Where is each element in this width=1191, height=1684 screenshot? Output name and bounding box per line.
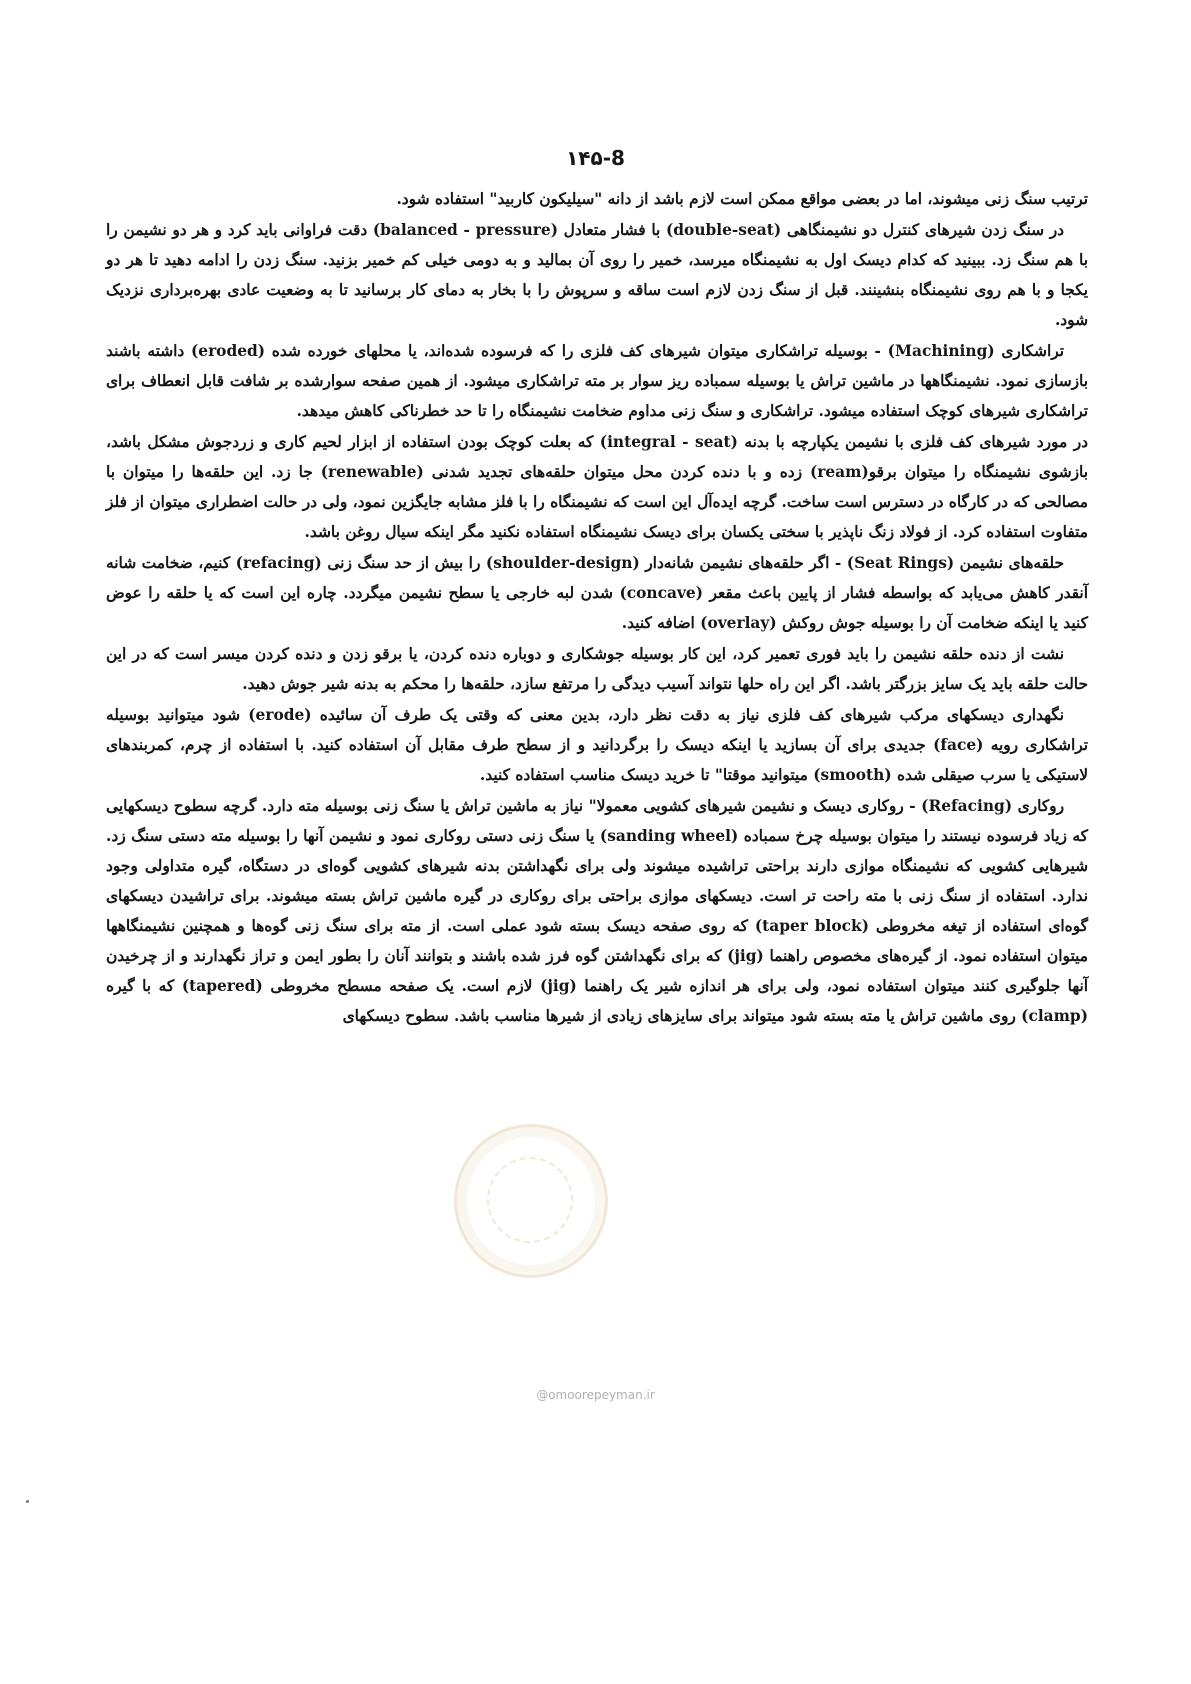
watermark-url: @omoorepeyman.ir <box>536 1388 655 1402</box>
paragraph-2: در سنگ زدن شیرهای کنترل دو نشیمنگاهی (double-seat) با فشار متعادل (balanced - pressure) دقت فراوانی باید کرد و هر دو نشیمن را با هم سنگ زد. ببینید که کدام دیسک اول به نشیمنگاه میرسد، خمیر را روی آن بمالید و به دومی خیلی کم خمیر بزنید. سنگ زدن را ادامه دهید تا هر دو یکجا و با هم روی نشیمنگاه بنشینند. قبل از سنگ زدن لازم است ساقه و سرپوش را با بخار به دمای کار برسانید تا به وضعیت عادی بهره‌برداری نزدیک شود. <box>106 221 1088 329</box>
paragraph-7: نگهداری دیسکهای مرکب شیرهای کف فلزی نیاز به دقت نظر دارد، بدین معنی که وقتی یک طرف آن سائیده (erode) شود میتوانید بوسیله تراشکاری رویه (face) جدیدی برای آن بسازید یا اینکه دیسک را برگردانید و از سطح طرف مقابل آن استفاده کنید. با استفاده از چرم، کمربندهای لاستیکی یا سرب صیقلی شده (smooth) میتوانید موقتا" تا خرید دیسک مناسب استفاده کنید. <box>106 706 1088 784</box>
scan-speck <box>26 1500 29 1503</box>
document-body <box>106 184 1088 1032</box>
paragraph-8: روکاری (Refacing) - روکاری دیسک و نشیمن شیرهای کشویی معمولا" نیاز به ماشین تراش یا سنگ زنی بوسیله مته دارد. گرچه سطوح دیسکهایی که زیاد فرسوده نیستند را میتوان بوسیله چرخ سمباده (sanding wheel) یا سنگ زنی دستی روکاری نمود و نشیمن آنها را بوسیله مته دستی سنگ زد. شیرهایی کشویی که نشیمنگاه موازی دارند براحتی تراشیده میشوند ولی برای نگهداشتن بدنه شیرهای کشویی گوه‌ای در دستگاه، گیره متداولی وجود ندارد. استفاده از سنگ زنی با مته راحت تر است. دیسکهای موازی براحتی برای روکاری در گیره ماشین تراش بسته میشوند. برای تراشیدن دیسکهای گوه‌ای استفاده از تیغه مخروطی (taper block) که روی صفحه دیسک بسته شود عملی است. از مته برای سنگ زنی گوه‌ها و همچنین نشیمنگاهها میتوان استفاده نمود. از گیره‌های مخصوص راهنما (jig) که برای نگهداشتن گوه فرز شده باشند و بتوانند آنان را بطور ایمن و تراز نگهدارند و از چرخیدن آنها جلوگیری کنند میتوان استفاده نمود، ولی برای هر اندازه شیر یک راهنما (jig) لازم است. یک صفحه مسطح مخروطی (tapered) که با گیره (clamp) روی ماشین تراش یا مته بسته شود میتواند برای سایزهای زیادی از شیرها مناسب باشد. سطوح دیسکهای <box>106 797 1089 1025</box>
paragraph-5: حلقه‌های نشیمن (Seat Rings) - اگر حلقه‌های نشیمن شانه‌دار (shoulder-design) را بیش از حد سنگ زنی (refacing) کنیم، ضخامت شانه آنقدر کاهش می‌یابد که بواسطه فشار از پایین باعث مقعر (concave) شدن لبه خارجی یا سطح نشیمن میگردد. چاره این است که یا حلقه را عوض کنید یا اینکه ضخامت آن را بوسیله جوش روکش (overlay) اضافه کنید. <box>106 554 1088 632</box>
watermark-seal-logo <box>454 1124 608 1278</box>
page-number: ۱۴۵-8 <box>566 146 625 170</box>
paragraph-1: ترتیب سنگ زنی میشوند، اما در بعضی مواقع ممکن است لازم باشد از دانه "سیلیکون کاربید" استفاده شود. <box>396 190 1088 208</box>
paragraph-6: نشت از دنده حلقه نشیمن را باید فوری تعمیر کرد، این کار بوسیله جوشکاری و دوباره دنده کردن، یا برقو زدن و دنده کردن میسر است که در این حالت حلقه باید یک سایز بزرگتر باشد. اگر این راه حلها نتواند آسیب دیدگی را مرتفع سازد، حلقه‌ها را محکم به بدنه شیر جوش دهید. <box>106 645 1088 693</box>
paragraph-3: تراشکاری (Machining) - بوسیله تراشکاری میتوان شیرهای کف فلزی را که فرسوده شده‌اند، یا محلهای خورده شده (eroded) داشته باشند بازسازی نمود. نشیمنگاهها در ماشین تراش یا بوسیله سمباده ریز سوار بر مته تراشکاری میشود. از همین صفحه سوارشده بر شافت قابل انعطاف برای تراشکاری شیرهای کوچک استفاده میشود. تراشکاری و سنگ زنی مداوم ضخامت نشیمنگاه را تا حد خطرناکی کاهش میدهد. <box>106 342 1088 420</box>
paragraph-4: در مورد شیرهای کف فلزی با نشیمن یکپارچه با بدنه (integral - seat) که بعلت کوچک بودن استفاده از ابزار لحیم کاری و زردجوش مشکل باشد، بازشوی نشیمنگاه را میتوان برقو(ream) زده و با دنده کردن محل میتوان حلقه‌های تجدید شدنی (renewable) جا زد. این حلقه‌ها را میتوان با مصالحی که در کارگاه در دسترس است ساخت. گرچه ایده‌آل این است که نشیمنگاه را با فلز مشابه جایگزین نمود، ولی در حالت اضطراری میتوان از فلز متفاوت استفاده کرد. از فولاد زنگ ناپذیر با سختی یکسان برای دیسک نشیمنگاه استفاده نکنید مگر اینکه سیال روغن باشد. <box>105 433 1088 541</box>
watermark-seal-inner-ring <box>487 1157 573 1243</box>
